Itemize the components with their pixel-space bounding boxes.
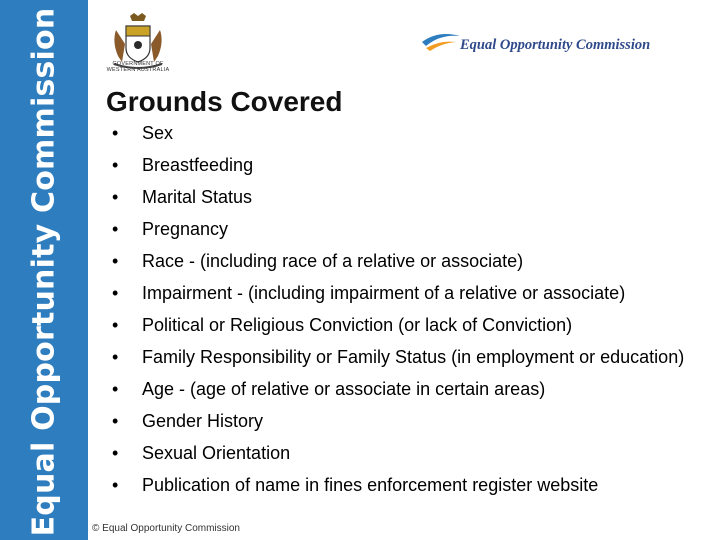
- bullet: •: [112, 251, 119, 271]
- list-item: [112, 281, 702, 305]
- crest-caption: GOVERNMENT OF WESTERN AUSTRALIA: [106, 61, 170, 73]
- grounds-list: [112, 121, 702, 505]
- bullet: •: [112, 155, 119, 175]
- list-item-text: Sexual Orientation: [142, 443, 291, 463]
- list-item-text: Pregnancy: [142, 219, 229, 239]
- list-item: [112, 121, 702, 145]
- list-item: [112, 153, 702, 177]
- list-item-text: Sex: [142, 123, 174, 143]
- logo-text: Equal Opportunity Commission: [460, 37, 651, 53]
- list-item-text: Gender History: [142, 411, 264, 431]
- bullet: •: [112, 123, 119, 143]
- list-item-text: Race - (including race of a relative or associate): [142, 251, 524, 271]
- bullet: •: [112, 315, 119, 335]
- bullet: •: [112, 475, 119, 495]
- bullet: •: [112, 347, 119, 367]
- bullet: •: [112, 443, 119, 463]
- bullet: •: [112, 379, 119, 399]
- list-item: [112, 377, 702, 401]
- list-item-text: Marital Status: [142, 187, 253, 207]
- bullet: •: [112, 411, 119, 431]
- eoc-logo: [420, 28, 670, 58]
- list-item: [112, 473, 702, 497]
- list-item: [112, 313, 702, 337]
- list-item-text: Age - (age of relative or associate in certain areas): [142, 379, 546, 399]
- list-item-text: Family Responsibility or Family Status (in employment or education): [142, 347, 685, 367]
- list-item-text: Breastfeeding: [142, 155, 254, 175]
- list-item: [112, 441, 702, 465]
- bullet: •: [112, 219, 119, 239]
- sidebar: [0, 0, 88, 540]
- page-title: Grounds Covered: [106, 86, 343, 117]
- footer-copyright: © Equal Opportunity Commission: [92, 523, 240, 534]
- list-item-text: Political or Religious Conviction (or lack of Conviction): [142, 315, 573, 335]
- list-item-text: Publication of name in fines enforcement register website: [142, 475, 599, 495]
- list-item: [112, 409, 702, 433]
- bullet: •: [112, 187, 119, 207]
- list-item: [112, 345, 702, 369]
- bullet: •: [112, 283, 119, 303]
- list-item: [112, 249, 702, 273]
- sidebar-title: Equal Opportunity Commission: [26, 7, 62, 537]
- list-item: [112, 217, 702, 241]
- list-item-text: Impairment - (including impairment of a relative or associate): [142, 283, 626, 303]
- list-item: [112, 185, 702, 209]
- swoosh-icon: [420, 28, 462, 54]
